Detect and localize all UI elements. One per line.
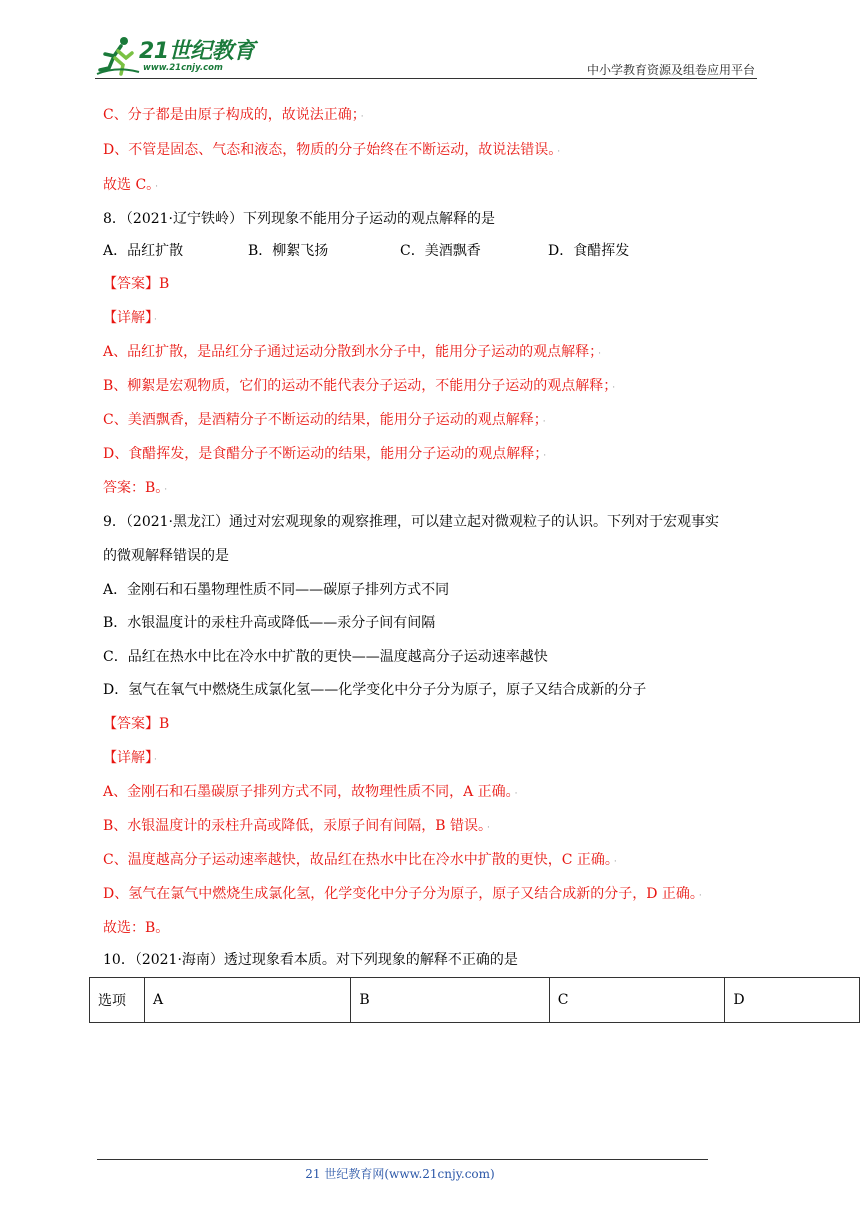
table-row [90, 978, 860, 1023]
detail-label: 【详解】 · [103, 310, 157, 326]
footer-text: 21 世纪教育网(www.21cnjy.com) [305, 1167, 495, 1181]
explanation-line: D、氢气在氯气中燃烧生成氯化氢，化学变化中分子分为原子，原子又结合成新的分子，D 正确。 · [103, 886, 702, 902]
explanation-line: C、美酒飘香，是酒精分子不断运动的结果，能用分子运动的观点解释； · [103, 412, 546, 428]
explanation-line: C、温度越高分子运动速率越快，故品红在热水中比在冷水中扩散的更快，C 正确。 · [103, 852, 617, 868]
logo-text: 21世纪教育 [139, 39, 255, 64]
option-b: B．水银温度计的汞柱升高或降低——汞分子间有间隔 [103, 615, 436, 631]
explanation-line: C、分子都是由原子构成的，故说法正确； · [103, 107, 364, 123]
detail-label: 【详解】 · [103, 750, 157, 766]
conclusion-line: 故选：B。 [103, 920, 170, 936]
option-c: C．美酒飘香 [400, 243, 481, 259]
answer-label: 【答案】B [103, 716, 170, 732]
table-cell: A [144, 978, 350, 1023]
option-d: D．食醋挥发 [548, 243, 630, 259]
footer-divider [97, 1159, 708, 1160]
conclusion-line: 故选 C。 · [103, 177, 159, 193]
page-header [95, 30, 757, 79]
platform-title: 中小学教育资源及组卷应用平台 [586, 63, 755, 77]
table-cell: B [351, 978, 549, 1023]
explanation-line: A、品红扩散，是品红分子通过运动分散到水分子中，能用分子运动的观点解释； · [103, 344, 601, 360]
table-cell: C [549, 978, 725, 1023]
site-logo [95, 36, 265, 76]
table-cell: 选项 [90, 978, 145, 1023]
option-b: B．柳絮飞扬 [248, 243, 329, 259]
explanation-line: D、食醋挥发，是食醋分子不断运动的结果，能用分子运动的观点解释； · [103, 446, 547, 462]
explanation-line: D、不管是固态、气态和液态，物质的分子始终在不断运动，故说法错误。 · [103, 142, 561, 158]
answer-label: 【答案】B [103, 276, 170, 292]
question-10: 10．（2021·海南）透过现象看本质。对下列现象的解释不正确的是 [103, 952, 518, 968]
option-c: C．品红在热水中比在冷水中扩散的更快——温度越高分子运动速率越快 [103, 649, 548, 665]
option-a: A．品红扩散 [103, 243, 184, 259]
explanation-line: A、金刚石和石墨碳原子排列方式不同，故物理性质不同，A 正确。 · [103, 784, 518, 800]
table-cell: D [725, 978, 860, 1023]
question-8: 8．（2021·辽宁铁岭）下列现象不能用分子运动的观点解释的是 [103, 211, 495, 227]
logo-url: www.21cnjy.com [143, 63, 223, 73]
question-8-options [103, 241, 629, 261]
explanation-line: B、水银温度计的汞柱升高或降低，汞原子间有间隔，B 错误。 · [103, 818, 490, 834]
option-d: D．氢气在氧气中燃烧生成氯化氢——化学变化中分子分为原子，原子又结合成新的分子 [103, 682, 647, 698]
question-9-cont: 的微观解释错误的是 [103, 548, 229, 564]
explanation-line: B、柳絮是宏观物质，它们的运动不能代表分子运动，不能用分子运动的观点解释； · [103, 378, 616, 394]
question-9: 9．（2021·黑龙江）通过对宏观现象的观察推理，可以建立起对微观粒子的认识。下列对于宏观事实 [103, 514, 719, 530]
conclusion-line: 答案：B。 · [103, 480, 168, 496]
options-table [89, 977, 860, 1023]
runner-logo-icon [95, 36, 141, 76]
option-a: A．金刚石和石墨物理性质不同——碳原子排列方式不同 [103, 582, 450, 598]
